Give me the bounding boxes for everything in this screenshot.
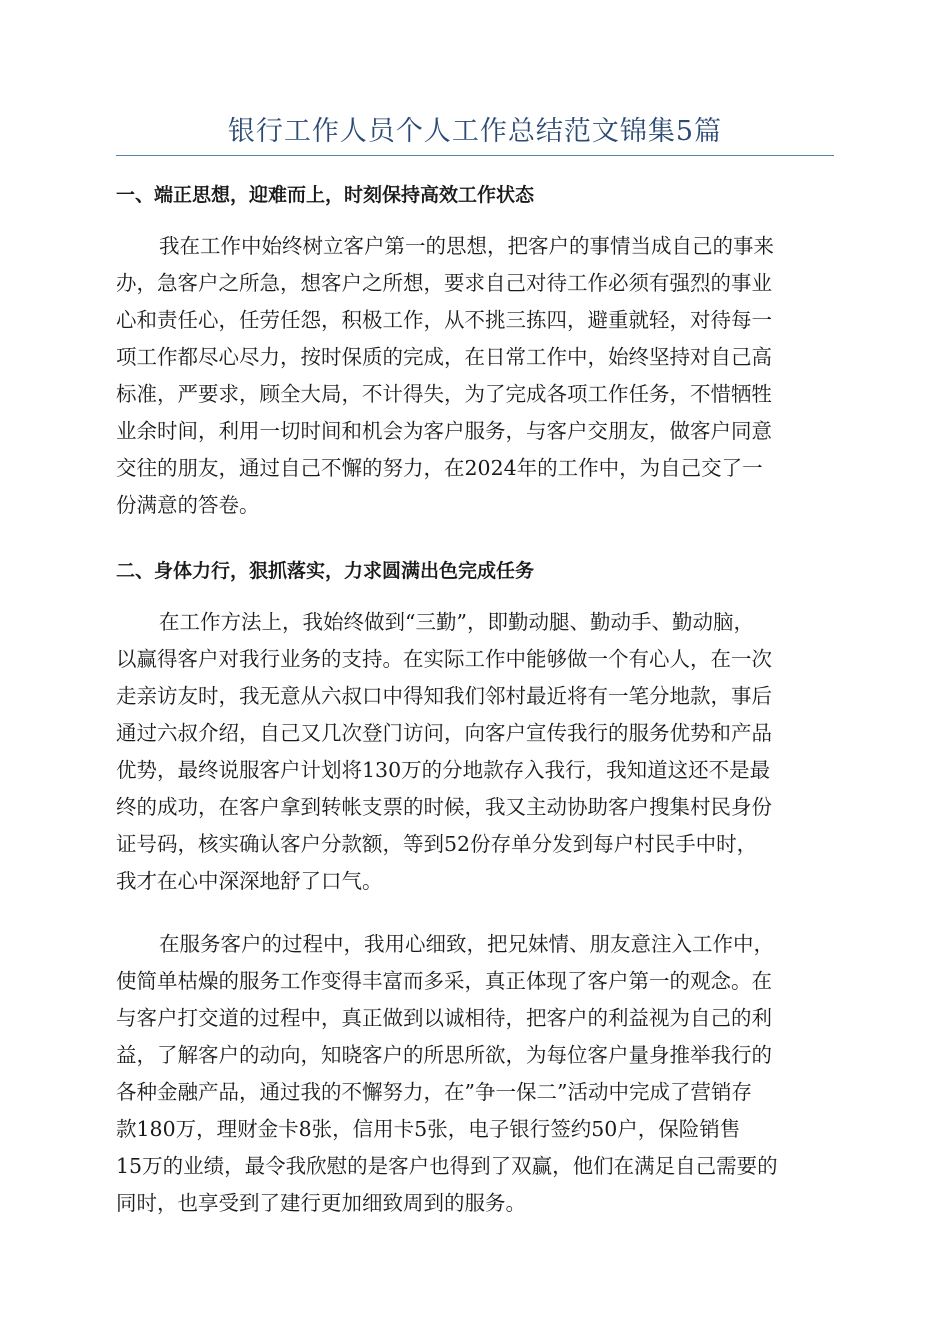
paragraph-line: 与客户打交道的过程中，真正做到以诚相待，把客户的利益视为自己的利 (116, 1006, 772, 1030)
paragraph-line: 同时，也享受到了建行更加细致周到的服务。 (116, 1191, 526, 1215)
paragraph-line: 款180万，理财金卡8张，信用卡5张，电子银行签约50户，保险销售 (116, 1117, 741, 1141)
section-heading-2: 二、身体力行，狠抓落实，力求圆满出色完成任务 (116, 560, 535, 582)
paragraph-line: 我在工作中始终树立客户第一的思想，把客户的事情当成自己的事来 (159, 234, 774, 258)
paragraph-line: 使简单枯燥的服务工作变得丰富而多采，真正体现了客户第一的观念。在 (116, 969, 772, 993)
paragraph-line: 优势，最终说服客户计划将130万的分地款存入我行，我知道这还不是最 (116, 758, 771, 782)
section-2-paragraph-1 (116, 604, 834, 900)
paragraph-line: 我才在心中深深地舒了口气。 (116, 869, 383, 893)
paragraph-line: 证号码，核实确认客户分款额，等到52份存单分发到每户村民手中时， (116, 832, 758, 856)
section-heading-1: 一、端正思想，迎难而上，时刻保持高效工作状态 (116, 184, 535, 206)
paragraph-line: 益，了解客户的动向，知晓客户的所思所欲，为每位客户量身推举我行的 (116, 1043, 772, 1067)
paragraph-line: 标准，严要求，顾全大局，不计得失，为了完成各项工作任务，不惜牺牲 (116, 382, 772, 406)
section-2-paragraph-2 (116, 926, 834, 1222)
document-title: 银行工作人员个人工作总结范文锦集5篇 (227, 116, 723, 147)
paragraph-line: 业余时间，利用一切时间和机会为客户服务，与客户交朋友，做客户同意 (116, 419, 772, 443)
paragraph-line: 在工作方法上，我始终做到“三勤”，即勤动腿、勤动手、勤动脑， (159, 610, 754, 634)
paragraph-line: 15万的业绩，最令我欣慰的是客户也得到了双赢，他们在满足自己需要的 (116, 1154, 778, 1178)
paragraph-line: 通过六叔介绍，自己又几次登门访问，向客户宣传我行的服务优势和产品 (116, 721, 772, 745)
paragraph-line: 交往的朋友，通过自己不懈的努力，在2024年的工作中，为自己交了一 (116, 456, 763, 480)
paragraph-line: 在服务客户的过程中，我用心细致，把兄妹情、朋友意注入工作中， (159, 932, 774, 956)
paragraph-line: 以赢得客户对我行业务的支持。在实际工作中能够做一个有心人，在一次 (116, 647, 772, 671)
paragraph-line: 办，急客户之所急，想客户之所想，要求自己对待工作必须有强烈的事业 (116, 271, 772, 295)
section-1-paragraph-1 (116, 228, 834, 524)
paragraph-line: 各种金融产品，通过我的不懈努力，在”争一保二”活动中完成了营销存 (116, 1080, 752, 1104)
title-underline (116, 155, 834, 156)
paragraph-line: 走亲访友时，我无意从六叔口中得知我们邻村最近将有一笔分地款，事后 (116, 684, 772, 708)
paragraph-line: 份满意的答卷。 (116, 493, 260, 517)
paragraph-line: 心和责任心，任劳任怨，积极工作，从不挑三拣四，避重就轻，对待每一 (116, 308, 772, 332)
paragraph-line: 项工作都尽心尽力，按时保质的完成，在日常工作中，始终坚持对自己高 (116, 345, 772, 369)
paragraph-line: 终的成功，在客户拿到转帐支票的时候，我又主动协助客户搜集村民身份 (116, 795, 772, 819)
